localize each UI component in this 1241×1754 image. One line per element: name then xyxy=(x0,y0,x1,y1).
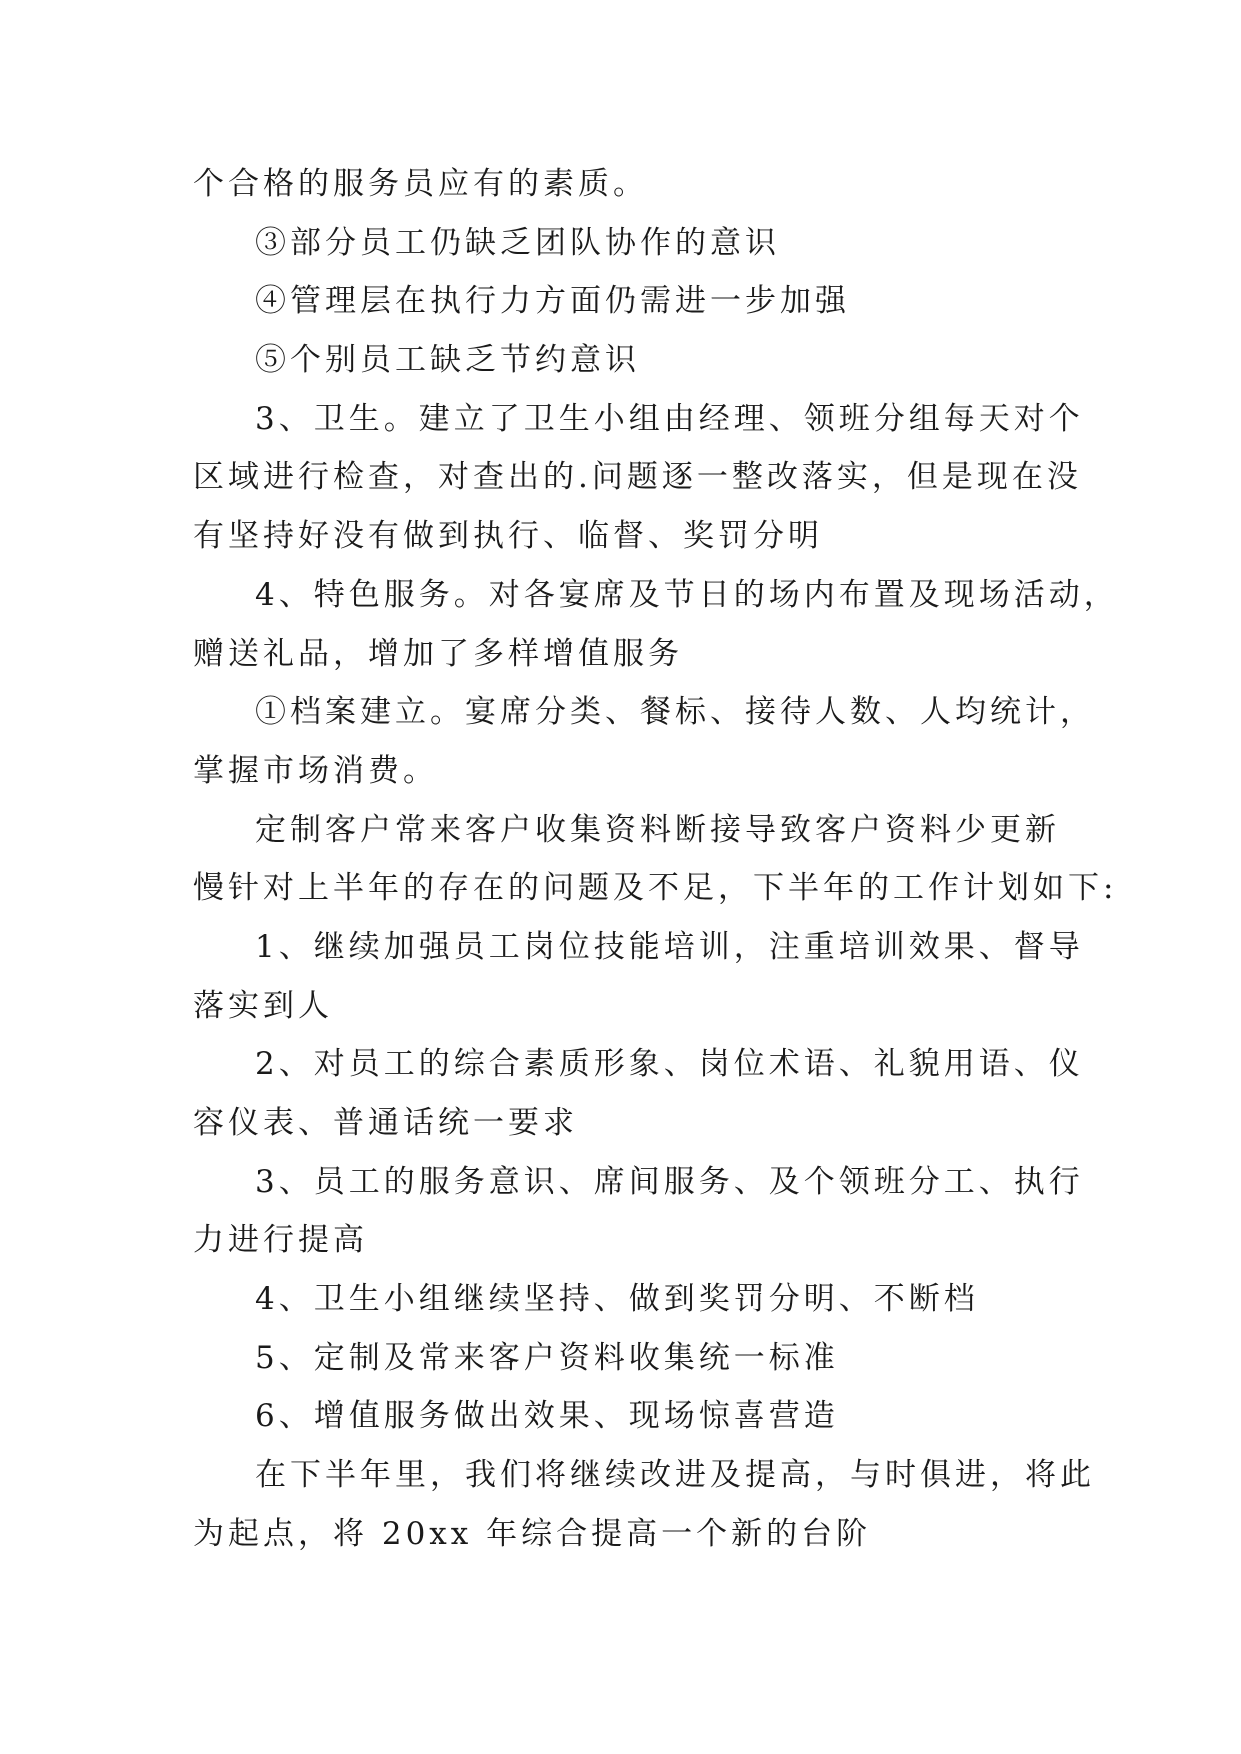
text-line: 为起点，将 20xx 年综合提高一个新的台阶 xyxy=(193,1515,872,1552)
text-line: 区域进行检查，对查出的.问题逐一整改落实，但是现在没 xyxy=(193,459,1082,496)
text-line: ⑤个别员工缺乏节约意识 xyxy=(255,342,640,379)
text-line: 4、特色服务。对各宴席及节日的场内布置及现场活动， xyxy=(255,576,1119,613)
text-line: 5、定制及常来客户资料收集统一标准 xyxy=(255,1339,839,1376)
text-line: ④管理层在执行力方面仍需进一步加强 xyxy=(255,283,850,320)
text-line: 6、增值服务做出效果、现场惊喜营造 xyxy=(255,1398,839,1435)
text-line: 3、员工的服务意识、席间服务、及个领班分工、执行 xyxy=(255,1163,1084,1200)
text-line: 力进行提高 xyxy=(193,1222,368,1259)
text-line: 掌握市场消费。 xyxy=(193,752,438,789)
text-line: ①档案建立。宴席分类、餐标、接待人数、人均统计， xyxy=(255,694,1095,731)
text-line: 定制客户常来客户收集资料断接导致客户资料少更新 xyxy=(255,811,1060,848)
text-line: ③部分员工仍缺乏团队协作的意识 xyxy=(255,224,780,261)
text-line: 赠送礼品，增加了多样增值服务 xyxy=(193,635,683,672)
text-line: 落实到人 xyxy=(193,987,333,1024)
text-line: 1、继续加强员工岗位技能培训，注重培训效果、督导 xyxy=(255,928,1084,965)
text-line: 4、卫生小组继续坚持、做到奖罚分明、不断档 xyxy=(255,1281,979,1318)
text-line: 慢针对上半年的存在的问题及不足，下半年的工作计划如下: xyxy=(193,870,1118,907)
text-line: 3、卫生。建立了卫生小组由经理、领班分组每天对个 xyxy=(255,400,1084,437)
text-line: 在下半年里，我们将继续改进及提高，与时俱进，将此 xyxy=(255,1457,1095,1494)
text-line: 2、对员工的综合素质形象、岗位术语、礼貌用语、仪 xyxy=(255,1046,1084,1083)
text-line: 容仪表、普通话统一要求 xyxy=(193,1105,578,1141)
text-line: 有坚持好没有做到执行、临督、奖罚分明 xyxy=(193,518,823,555)
text-line: 个合格的服务员应有的素质。 xyxy=(193,166,648,202)
document-body xyxy=(193,155,1119,1564)
